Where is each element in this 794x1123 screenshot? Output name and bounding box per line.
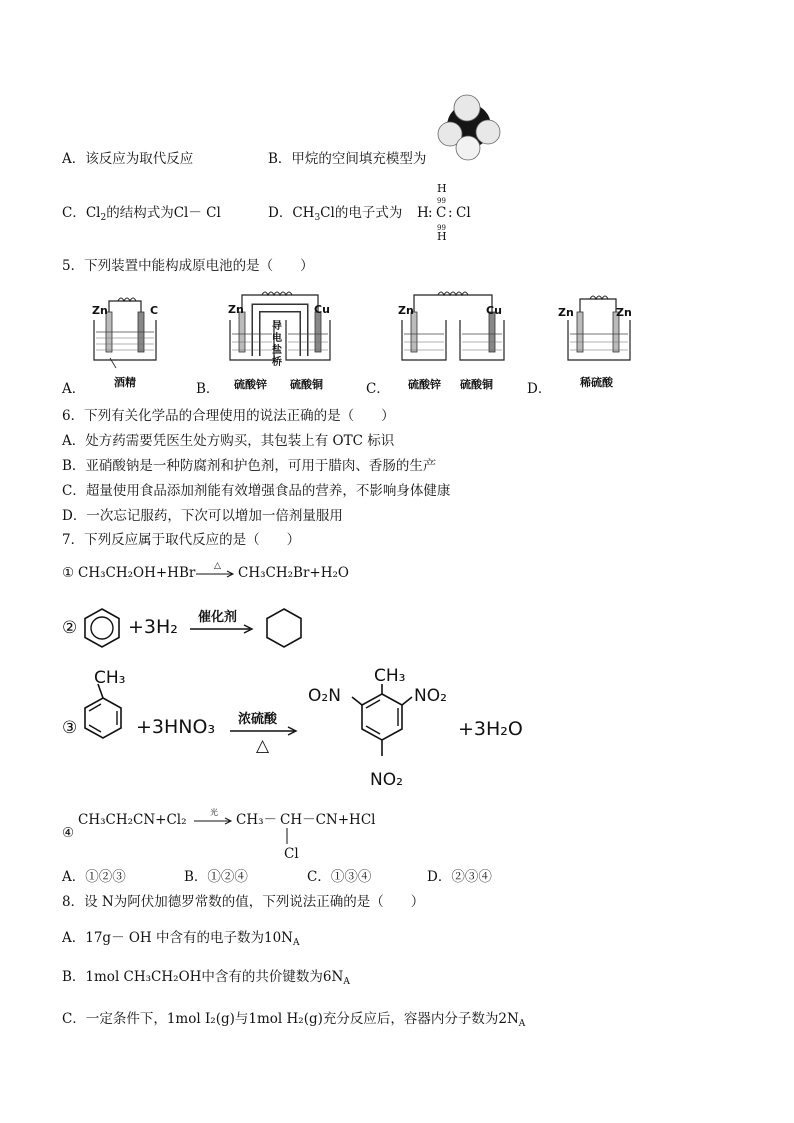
benzene-ring xyxy=(80,606,124,650)
device-a-option: A． xyxy=(62,381,86,397)
device-c-left-electrode: Zn xyxy=(398,304,414,317)
reaction-1-number: ① xyxy=(62,565,75,581)
q4-option-d: D．$CH_3Cl$的电子式为 xyxy=(268,205,403,223)
reaction-2-arrow xyxy=(190,624,254,634)
q4-option-a: A．该反应为取代反应 xyxy=(62,151,194,167)
device-c-option: C． xyxy=(366,381,390,397)
q7-option-a: A．①②③ xyxy=(62,869,126,885)
q6-stem: 6．下列有关化学品的合理使用的说法正确的是（ ） xyxy=(62,408,395,424)
device-b-solution-2: 硫酸铜 xyxy=(290,378,323,391)
q7-option-b: B．①②④ xyxy=(184,869,248,885)
reaction-3-water: +3H₂O xyxy=(458,718,523,740)
page: A．该反应为取代反应 B．甲烷的空间填充模型为 C．$Cl_2$的结构式为Cl－ Cl D．$CH_3Cl$的电子式为 H 99 H : C : Cl 99 H 5．下列装置中能构成原电池的是（ ） Zn C 酒精 A． Zn Cu 导 电 盐 桥 硫酸锌 硫酸铜 B． Zn Cu 硫酸锌 硫酸铜 C． Zn Zn 稀硫酸 D． 6．下列有关化学品的合理使用的说法正确的是（ ） A．处方药需要凭医生处方购买，其包装上有 OTC 标识 B．亚硝酸钠是一种防腐剂和护色剂，可用于腊肉、香肠的生产 C．超量使用食品添加剂能有效增强食品的营养，不影响身体健康 D．一次忘记服药，下次可以增加一倍剂量服用 7．下列反应属于取代反应的是（ ） ① CH₃CH₂OH+HBr △ CH₃CH₂Br+H₂O ② +3H₂ 催化剂 CH₃ ③ +3HNO₃ 浓硫酸 △ CH₃ O₂N NO₂ NO₂ +3H₂O CH₃CH₂CN+Cl₂ 光 CH₃－ CH－CN+HCl ④ Cl A．①②③ B．①②④ C．①③④ D．②③④ 8．设 N为阿伏加德罗常数的值，下列说法正确的是（ ） A．17g－ OH 中含有的电子数为$10N_A$ B．1mol CH₃CH₂OH中含有的共价键数为$6N_A$ C．一定条件下，1mol I₂(g)与1mol H₂(g)充分反应后，容器内分子数为$2N_A$ xyxy=(0,0,794,1123)
toluene-ring xyxy=(78,684,128,754)
reaction-4-cl: Cl xyxy=(284,846,299,862)
reaction-4-condition: 光 xyxy=(210,808,218,817)
reaction-4-arrow xyxy=(194,816,234,826)
q8-option-a: A．17g－ OH 中含有的电子数为$10N_A$ xyxy=(62,930,300,948)
reaction-3-reagent: +3HNO₃ xyxy=(136,716,216,738)
device-c-solution-1: 硫酸锌 xyxy=(408,378,441,391)
reaction-3-number: ③ xyxy=(62,718,78,738)
reaction-4-reactants: CH₃CH₂CN+Cl₂ xyxy=(78,812,187,828)
cyclohexane-ring xyxy=(262,606,306,650)
device-b-left-electrode: Zn xyxy=(228,303,244,316)
reaction-4-number: ④ xyxy=(62,825,75,841)
reaction-4-product-a: CH₃－ xyxy=(236,812,278,828)
device-b-right-electrode: Cu xyxy=(314,303,330,316)
device-d-right-electrode: Zn xyxy=(616,306,632,319)
tnt-ring xyxy=(346,684,426,774)
q4-option-b: B．甲烷的空间填充模型为 xyxy=(268,151,427,167)
q8-stem: 8．设 N为阿伏加德罗常数的值，下列说法正确的是（ ） xyxy=(62,894,425,910)
q7-option-c: C．①③④ xyxy=(307,869,372,885)
device-d-diagram xyxy=(566,294,656,374)
q8-option-b: B．1mol CH₃CH₂OH中含有的共价键数为$6N_A$ xyxy=(62,969,350,987)
reaction-2-catalyst: 催化剂 xyxy=(198,610,238,625)
methane-space-filling-model xyxy=(434,94,504,164)
reaction-3-condition-top: 浓硫酸 xyxy=(238,712,278,727)
reaction-1-products: CH₃CH₂Br+H₂O xyxy=(238,565,349,581)
q8-option-c: C．一定条件下，1mol I₂(g)与1mol H₂(g)充分反应后，容器内分子数为$2N_A$ xyxy=(62,1011,526,1029)
reaction-4-product-b: CH－CN+HCl xyxy=(280,812,376,828)
q4-option-c: C．$Cl_2$的结构式为Cl－ Cl xyxy=(62,205,221,223)
q6-option-a: A．处方药需要凭医生处方购买，其包装上有 OTC 标识 xyxy=(62,433,395,449)
reaction-2-number: ② xyxy=(62,618,78,638)
tnt-ch3: CH₃ xyxy=(374,666,406,686)
device-a-right-electrode: C xyxy=(150,304,159,317)
reaction-1-condition: △ xyxy=(214,561,221,571)
reaction-2-reagent: +3H₂ xyxy=(128,616,178,638)
reaction-1-reactants: CH₃CH₂OH+HBr xyxy=(78,565,196,581)
tnt-no2-left: O₂N xyxy=(308,686,341,706)
q5-stem: 5．下列装置中能构成原电池的是（ ） xyxy=(62,258,314,274)
reaction-1-arrow xyxy=(196,569,236,579)
q6-option-b: B．亚硝酸钠是一种防腐剂和护色剂，可用于腊肉、香肠的生产 xyxy=(62,458,437,474)
q6-option-d: D．一次忘记服药，下次可以增加一倍剂量服用 xyxy=(62,508,343,524)
reaction-3-condition-bottom: △ xyxy=(256,736,270,756)
device-b-diagram xyxy=(226,290,346,370)
reaction-3-arrow xyxy=(230,726,298,736)
device-b-option: B． xyxy=(196,381,220,397)
device-c-diagram xyxy=(400,290,520,370)
device-d-left-electrode: Zn xyxy=(558,306,574,319)
q7-stem: 7．下列反应属于取代反应的是（ ） xyxy=(62,532,301,548)
device-a-left-electrode: Zn xyxy=(92,304,108,317)
device-d-option: D． xyxy=(527,381,552,397)
device-c-solution-2: 硫酸铜 xyxy=(460,378,493,391)
reaction-4-bond xyxy=(285,828,289,846)
tnt-no2-bottom: NO₂ xyxy=(370,770,403,790)
tnt-no2-right: NO₂ xyxy=(414,686,447,706)
q6-option-c: C．超量使用食品添加剂能有效增强食品的营养，不影响身体健康 xyxy=(62,483,451,499)
device-a-solution: 酒精 xyxy=(114,376,136,389)
device-c-right-electrode: Cu xyxy=(486,304,502,317)
q7-option-d: D．②③④ xyxy=(427,869,492,885)
device-d-solution: 稀硫酸 xyxy=(580,376,613,389)
toluene-ch3: CH₃ xyxy=(94,668,126,688)
device-b-solution-1: 硫酸锌 xyxy=(234,378,267,391)
